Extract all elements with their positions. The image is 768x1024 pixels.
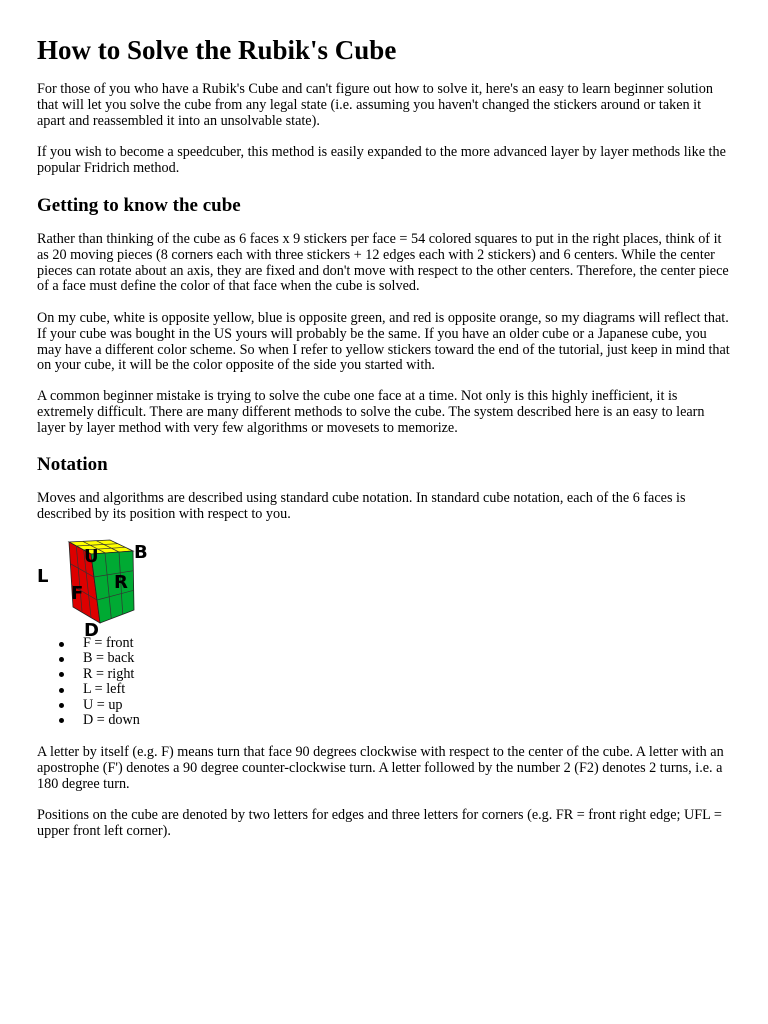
list-item-text: U = up [83,696,123,713]
page-title: How to Solve the Rubik's Cube [37,35,397,65]
intro-paragraph-2: If you wish to become a speedcuber, this method is easily expanded to the more advanced layer by layer methods like the popular Fridrich method. [37,144,726,176]
getting-to-know-paragraph-2: On my cube, white is opposite yellow, blue is opposite green, and red is opposite orange, so my diagrams will reflect that. If your cube was bought in the US yours will probably be the same. If you have an older cube or a Japanese cube, you may have a different color scheme. So when I refer to yellow stickers toward the end of the tutorial, just keep in mind that on your cube, it will be the color opposite of the side you started with. [37,310,730,374]
cube-label-down: D [84,620,99,637]
notation-list [37,636,337,728]
list-item [37,713,337,728]
notation-paragraph-3: Positions on the cube are denoted by two letters for edges and three letters for corners (e.g. FR = front right edge; UFL = upper front left corner). [37,807,722,839]
list-item-text: B = back [83,650,135,667]
cube-label-back: B [134,542,148,563]
list-item [37,682,337,697]
list-item-text: R = right [83,665,135,682]
section-heading-getting-to-know: Getting to know the cube [37,195,241,216]
cube-label-front: F [71,583,84,604]
list-item [37,651,337,666]
list-item [37,698,337,713]
cube-label-right: R [114,572,128,593]
bullet-icon [59,672,64,677]
list-item [37,636,337,651]
cube-label-up: U [84,546,99,567]
list-item-text: L = left [83,681,126,698]
notation-paragraph-1: Moves and algorithms are described using standard cube notation. In standard cube notation, each of the 6 faces is described by its position with respect to you. [37,490,686,522]
getting-to-know-paragraph-3: A common beginner mistake is trying to solve the cube one face at a time. Not only is this highly inefficient, it is extremely difficult. There are many different methods to solve the cube. The system described here is an easy to learn layer by layer method with very few algorithms or movesets to memorize. [37,388,705,436]
section-heading-notation: Notation [37,454,108,475]
cube-label-left: L [37,566,49,587]
list-item [37,667,337,682]
notation-paragraph-2: A letter by itself (e.g. F) means turn that face 90 degrees clockwise with respect to the center of the cube. A letter with an apostrophe (F') denotes a 90 degree counter-clockwise turn. A letter followed by the number 2 (F2) denotes 2 turns, i.e. a 180 degree turn. [37,744,724,792]
bullet-icon [59,657,64,662]
bullet-icon [59,688,64,693]
rubiks-cube-diagram [37,537,152,637]
bullet-icon [59,703,64,708]
list-item-text: F = front [83,635,134,651]
bullet-icon [59,718,64,723]
list-item-text: D = down [83,711,140,728]
getting-to-know-paragraph-1: Rather than thinking of the cube as 6 faces x 9 stickers per face = 54 colored squares to put in the right places, think of it as 20 moving pieces (8 corners each with three stickers + 12 edges each with 2 stickers) and 6 centers. While the center pieces can rotate about an axis, they are fixed and don't move with respect to the other centers. Therefore, the center piece of a face must define the color of that face when the cube is solved. [37,231,729,295]
intro-paragraph-1: For those of you who have a Rubik's Cube and can't figure out how to solve it, here's an easy to learn beginner solution that will let you solve the cube from any legal state (i.e. assuming you haven't changed the stickers around or taken it apart and reassembled it into an unsolvable state). [37,81,713,129]
bullet-icon [59,642,64,647]
